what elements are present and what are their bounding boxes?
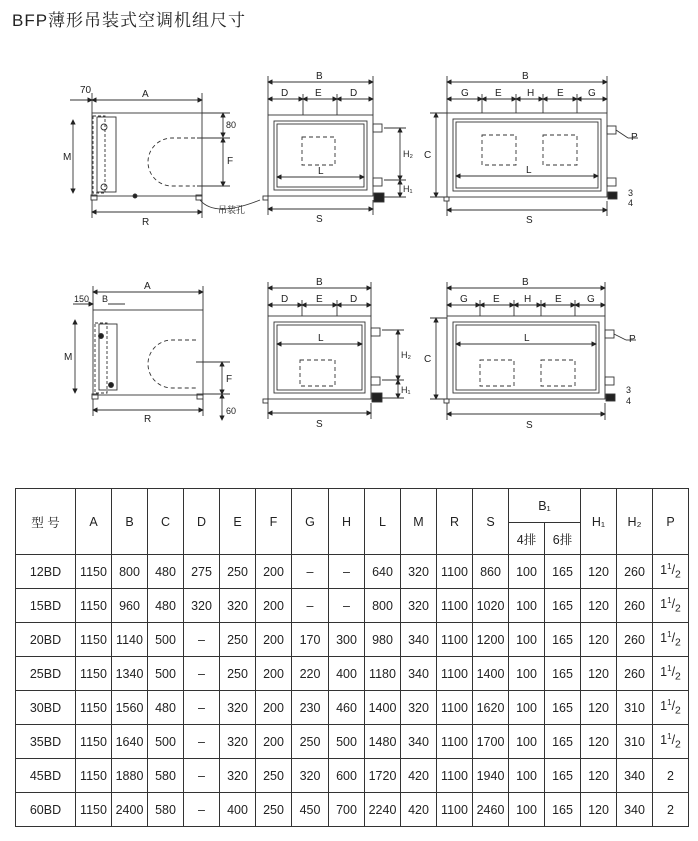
cell-h: 700 <box>329 793 365 827</box>
cell-b1-4: 100 <box>509 759 545 793</box>
cell-h1: 120 <box>581 725 617 759</box>
cell-model: 20BD <box>16 623 76 657</box>
cell-e: 320 <box>220 691 256 725</box>
cell-h: 400 <box>329 657 365 691</box>
cell-d: – <box>184 623 220 657</box>
cell-d: – <box>184 759 220 793</box>
header-b: B <box>112 489 148 555</box>
cell-d: – <box>184 793 220 827</box>
cell-p: $1^1/_2$ <box>653 589 689 623</box>
cell-r: 1100 <box>437 793 473 827</box>
cell-r: 1100 <box>437 691 473 725</box>
cell-p: $1^1/_2$ <box>653 555 689 589</box>
wide-p-bottom: P <box>629 334 636 345</box>
cell-l: 800 <box>365 589 401 623</box>
cell-h: 500 <box>329 725 365 759</box>
cell-b: 1340 <box>112 657 148 691</box>
cell-g: 320 <box>292 759 329 793</box>
cell-r: 1100 <box>437 589 473 623</box>
table-row <box>16 589 689 623</box>
cell-g: 230 <box>292 691 329 725</box>
cell-b1-4: 100 <box>509 793 545 827</box>
cell-a: 1150 <box>76 759 112 793</box>
cell-e: 250 <box>220 555 256 589</box>
table-row <box>16 657 689 691</box>
cell-f: 200 <box>256 555 292 589</box>
dim-m: M <box>63 152 72 163</box>
wide-e1-bottom: E <box>493 294 500 305</box>
cell-h1: 120 <box>581 555 617 589</box>
cell-l: 640 <box>365 555 401 589</box>
dim-f-bottom: F <box>226 374 233 385</box>
cell-r: 1100 <box>437 725 473 759</box>
dim-150: 150 <box>74 294 90 304</box>
cell-m: 320 <box>401 589 437 623</box>
dimension-table <box>15 488 689 827</box>
cell-d: – <box>184 657 220 691</box>
cell-c: 580 <box>148 759 184 793</box>
cell-h: – <box>329 589 365 623</box>
header-f: F <box>256 489 292 555</box>
header-h2: H₂ <box>617 489 653 555</box>
wide-g2: G <box>588 88 596 99</box>
cell-f: 200 <box>256 589 292 623</box>
table-row <box>16 555 689 589</box>
cell-model: 35BD <box>16 725 76 759</box>
cell-e: 320 <box>220 725 256 759</box>
front-h1-bottom: H₁ <box>401 385 411 395</box>
dim-80: 80 <box>226 120 237 130</box>
cell-h: 300 <box>329 623 365 657</box>
page-title: BFP薄形吊装式空调机组尺寸 <box>12 11 247 30</box>
cell-l: 2240 <box>365 793 401 827</box>
cell-l: 980 <box>365 623 401 657</box>
front-b: B <box>316 71 323 82</box>
cell-a: 1150 <box>76 623 112 657</box>
cell-f: 200 <box>256 725 292 759</box>
cell-g: 170 <box>292 623 329 657</box>
cell-p: 2 <box>653 793 689 827</box>
dim-r: R <box>142 217 150 228</box>
header-c: C <box>148 489 184 555</box>
header-l: L <box>365 489 401 555</box>
cell-s: 2460 <box>473 793 509 827</box>
cell-a: 1150 <box>76 589 112 623</box>
cell-s: 1020 <box>473 589 509 623</box>
wide-s-bottom: S <box>526 420 533 431</box>
wide-e2-bottom: E <box>555 294 562 305</box>
cell-m: 320 <box>401 691 437 725</box>
cell-b: 2400 <box>112 793 148 827</box>
cell-g: 450 <box>292 793 329 827</box>
cell-h2: 260 <box>617 555 653 589</box>
cell-model: 45BD <box>16 759 76 793</box>
cell-d: – <box>184 691 220 725</box>
wide-l: L <box>526 165 532 176</box>
cell-b1-6: 165 <box>545 555 581 589</box>
cell-h1: 120 <box>581 759 617 793</box>
cell-e: 320 <box>220 759 256 793</box>
cell-d: – <box>184 725 220 759</box>
front-s-bottom: S <box>316 419 323 430</box>
cell-b1-4: 100 <box>509 691 545 725</box>
cell-e: 400 <box>220 793 256 827</box>
cell-model: 15BD <box>16 589 76 623</box>
cell-s: 1400 <box>473 657 509 691</box>
wide-pipe-4: 4 <box>628 198 634 208</box>
cell-f: 200 <box>256 623 292 657</box>
cell-h1: 120 <box>581 691 617 725</box>
front-h2: H₂ <box>403 149 413 159</box>
front-e-bottom: E <box>316 294 323 305</box>
header-d: D <box>184 489 220 555</box>
cell-r: 1100 <box>437 623 473 657</box>
cell-d: 320 <box>184 589 220 623</box>
table-body <box>16 555 689 827</box>
front-h2-bottom: H₂ <box>401 350 411 360</box>
cell-b1-6: 165 <box>545 759 581 793</box>
cell-h2: 260 <box>617 657 653 691</box>
cell-f: 250 <box>256 759 292 793</box>
cell-g: 250 <box>292 725 329 759</box>
cell-b1-6: 165 <box>545 657 581 691</box>
wide-p: P <box>631 132 638 143</box>
dim-f: F <box>227 156 234 167</box>
dim-m-bottom: M <box>64 352 73 363</box>
wide-g1-bottom: G <box>460 294 468 305</box>
cell-b1-4: 100 <box>509 657 545 691</box>
cell-m: 340 <box>401 657 437 691</box>
cell-a: 1150 <box>76 657 112 691</box>
table-row <box>16 793 689 827</box>
header-b1-4row: 4排 <box>509 523 545 555</box>
cell-model: 25BD <box>16 657 76 691</box>
cell-c: 500 <box>148 623 184 657</box>
cell-h: 460 <box>329 691 365 725</box>
cell-g: – <box>292 555 329 589</box>
cell-model: 12BD <box>16 555 76 589</box>
cell-p: 2 <box>653 759 689 793</box>
cell-b: 960 <box>112 589 148 623</box>
wide-b: B <box>522 71 529 82</box>
header-g: G <box>292 489 329 555</box>
wide-b-bottom: B <box>522 277 529 288</box>
cell-h1: 120 <box>581 657 617 691</box>
cell-c: 500 <box>148 657 184 691</box>
dim-b1-bottom: B <box>102 294 109 304</box>
cell-a: 1150 <box>76 691 112 725</box>
cell-h1: 120 <box>581 623 617 657</box>
cell-f: 200 <box>256 657 292 691</box>
front-d1: D <box>281 88 289 99</box>
cell-c: 480 <box>148 691 184 725</box>
front-l-bottom: L <box>318 333 324 344</box>
front-d1-bottom: D <box>281 294 289 305</box>
header-b1-6row: 6排 <box>545 523 581 555</box>
wide-e2: E <box>557 88 564 99</box>
cell-p: $1^1/_2$ <box>653 623 689 657</box>
cell-e: 250 <box>220 623 256 657</box>
cell-b: 1560 <box>112 691 148 725</box>
cell-p: $1^1/_2$ <box>653 657 689 691</box>
cell-f: 200 <box>256 691 292 725</box>
cell-s: 860 <box>473 555 509 589</box>
cell-m: 340 <box>401 623 437 657</box>
cell-c: 500 <box>148 725 184 759</box>
dim-a-bottom: A <box>144 281 151 292</box>
cell-b: 800 <box>112 555 148 589</box>
cell-b1-6: 165 <box>545 691 581 725</box>
wide-pipe-4-bottom: 4 <box>626 396 632 406</box>
table-row <box>16 759 689 793</box>
cell-b1-4: 100 <box>509 623 545 657</box>
cell-d: 275 <box>184 555 220 589</box>
cell-b1-4: 100 <box>509 725 545 759</box>
cell-e: 250 <box>220 657 256 691</box>
cell-h: 600 <box>329 759 365 793</box>
table-row <box>16 725 689 759</box>
cell-b1-4: 100 <box>509 589 545 623</box>
cell-b: 1640 <box>112 725 148 759</box>
cell-a: 1150 <box>76 793 112 827</box>
cell-b1-4: 100 <box>509 555 545 589</box>
cell-b: 1140 <box>112 623 148 657</box>
cell-b1-6: 165 <box>545 793 581 827</box>
cell-s: 1620 <box>473 691 509 725</box>
dim-70: 70 <box>80 85 92 96</box>
header-m: M <box>401 489 437 555</box>
wide-l-bottom: L <box>524 333 530 344</box>
cell-r: 1100 <box>437 555 473 589</box>
cell-c: 480 <box>148 555 184 589</box>
cell-p: $1^1/_2$ <box>653 691 689 725</box>
cell-model: 30BD <box>16 691 76 725</box>
header-model: 型 号 <box>16 489 76 555</box>
cell-l: 1180 <box>365 657 401 691</box>
front-l: L <box>318 166 324 177</box>
cell-p: $1^1/_2$ <box>653 725 689 759</box>
wide-pipe-3-bottom: 3 <box>626 385 632 395</box>
cell-g: – <box>292 589 329 623</box>
cell-h2: 260 <box>617 623 653 657</box>
cell-h: – <box>329 555 365 589</box>
cell-model: 60BD <box>16 793 76 827</box>
cell-a: 1150 <box>76 725 112 759</box>
cell-c: 480 <box>148 589 184 623</box>
cell-m: 320 <box>401 555 437 589</box>
table-row <box>16 623 689 657</box>
cell-b1-6: 165 <box>545 725 581 759</box>
cell-r: 1100 <box>437 759 473 793</box>
wide-g2-bottom: G <box>587 294 595 305</box>
cell-f: 250 <box>256 793 292 827</box>
cell-r: 1100 <box>437 657 473 691</box>
front-s: S <box>316 214 323 225</box>
cell-a: 1150 <box>76 555 112 589</box>
table-row <box>16 691 689 725</box>
cell-l: 1480 <box>365 725 401 759</box>
cell-h2: 310 <box>617 725 653 759</box>
hanging-hole-label: 吊装孔 <box>218 205 246 215</box>
header-e: E <box>220 489 256 555</box>
cell-s: 1200 <box>473 623 509 657</box>
cell-m: 420 <box>401 793 437 827</box>
cell-b: 1880 <box>112 759 148 793</box>
front-b-bottom: B <box>316 277 323 288</box>
cell-b1-6: 165 <box>545 589 581 623</box>
wide-c-bottom: C <box>424 354 432 365</box>
wide-c: C <box>424 150 432 161</box>
cell-s: 1700 <box>473 725 509 759</box>
header-h: H <box>329 489 365 555</box>
header-p: P <box>653 489 689 555</box>
wide-g1: G <box>461 88 469 99</box>
cell-b1-6: 165 <box>545 623 581 657</box>
wide-h: H <box>527 88 535 99</box>
front-d2: D <box>350 88 358 99</box>
cell-h2: 310 <box>617 691 653 725</box>
cell-c: 580 <box>148 793 184 827</box>
front-h1: H₁ <box>403 184 413 194</box>
cell-g: 220 <box>292 657 329 691</box>
cell-l: 1400 <box>365 691 401 725</box>
cell-h2: 340 <box>617 759 653 793</box>
dim-60: 60 <box>226 406 237 416</box>
cell-h2: 260 <box>617 589 653 623</box>
cell-s: 1940 <box>473 759 509 793</box>
front-e: E <box>315 88 322 99</box>
cell-m: 420 <box>401 759 437 793</box>
cell-h1: 120 <box>581 589 617 623</box>
dim-r-bottom: R <box>144 414 152 425</box>
cell-l: 1720 <box>365 759 401 793</box>
cell-m: 340 <box>401 725 437 759</box>
header-r: R <box>437 489 473 555</box>
wide-pipe-3: 3 <box>628 188 634 198</box>
header-s: S <box>473 489 509 555</box>
wide-h-bottom: H <box>524 294 532 305</box>
wide-s: S <box>526 215 533 226</box>
header-b1: B₁ <box>509 489 581 523</box>
wide-e1: E <box>495 88 502 99</box>
cell-e: 320 <box>220 589 256 623</box>
cell-h1: 120 <box>581 793 617 827</box>
front-d2-bottom: D <box>350 294 358 305</box>
header-a: A <box>76 489 112 555</box>
header-h1: H₁ <box>581 489 617 555</box>
dim-a: A <box>142 89 149 100</box>
cell-h2: 340 <box>617 793 653 827</box>
